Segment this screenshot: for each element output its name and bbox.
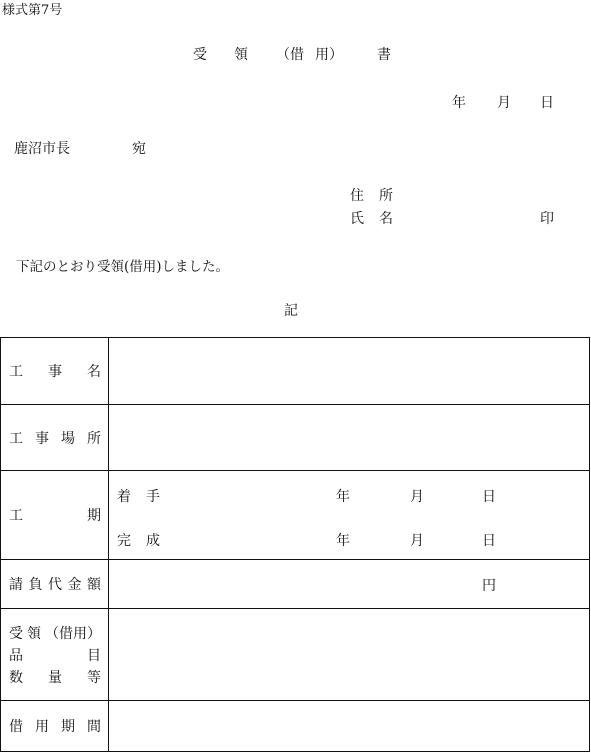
label-contract-amount: 請 負 代 金 額 [1, 560, 109, 609]
row-borrow-period [1, 701, 590, 752]
field-construction-name[interactable] [109, 338, 590, 405]
field-items[interactable] [109, 609, 590, 701]
title-char: （借 [276, 47, 304, 63]
label-period: 工 期 [1, 471, 109, 560]
ki-heading: 記 [284, 303, 298, 319]
complete-month: 月 [410, 533, 424, 549]
address-label-char: 所 [379, 188, 393, 204]
name-label-char: 名 [379, 211, 393, 227]
title-char: 領 [234, 47, 248, 63]
date-year: 年 [452, 95, 466, 111]
field-borrow-period[interactable] [109, 701, 590, 752]
row-period [1, 471, 590, 560]
title-char: 受 [193, 47, 207, 63]
start-day: 日 [482, 489, 496, 505]
field-construction-place[interactable] [109, 405, 590, 471]
row-contract-amount [1, 560, 590, 609]
field-period[interactable] [109, 471, 590, 560]
label-items: 受 領 （借用） 品 目 数 量 等 [1, 609, 109, 701]
row-construction-name [1, 338, 590, 405]
date-month: 月 [497, 95, 511, 111]
intro-text: 下記のとおり受領(借用)しました。 [16, 259, 230, 275]
label-construction-place: 工 事 場 所 [1, 405, 109, 471]
title-char: 書 [377, 47, 391, 63]
details-table [0, 337, 590, 752]
start-label-char: 着 [117, 489, 131, 505]
field-contract-amount[interactable] [109, 560, 590, 609]
name-label-char: 氏 [350, 211, 364, 227]
label-construction-name: 工 事 名 [1, 338, 109, 405]
title-char: 用） [315, 47, 343, 63]
addressee-name: 鹿沼市長 [14, 141, 70, 157]
row-items [1, 609, 590, 701]
yen-unit: 円 [482, 578, 496, 594]
complete-label-char: 成 [146, 533, 160, 549]
start-month: 月 [410, 489, 424, 505]
start-label-char: 手 [146, 489, 160, 505]
label-borrow-period: 借 用 期 間 [1, 701, 109, 752]
address-label-char: 住 [350, 188, 364, 204]
addressee-suffix: 宛 [132, 141, 146, 157]
complete-label-char: 完 [117, 533, 131, 549]
row-construction-place [1, 405, 590, 471]
form-number: 様式第7号 [2, 3, 63, 18]
start-year: 年 [336, 489, 350, 505]
complete-year: 年 [336, 533, 350, 549]
complete-day: 日 [482, 533, 496, 549]
seal-mark: 印 [540, 211, 554, 227]
date-day: 日 [540, 95, 554, 111]
